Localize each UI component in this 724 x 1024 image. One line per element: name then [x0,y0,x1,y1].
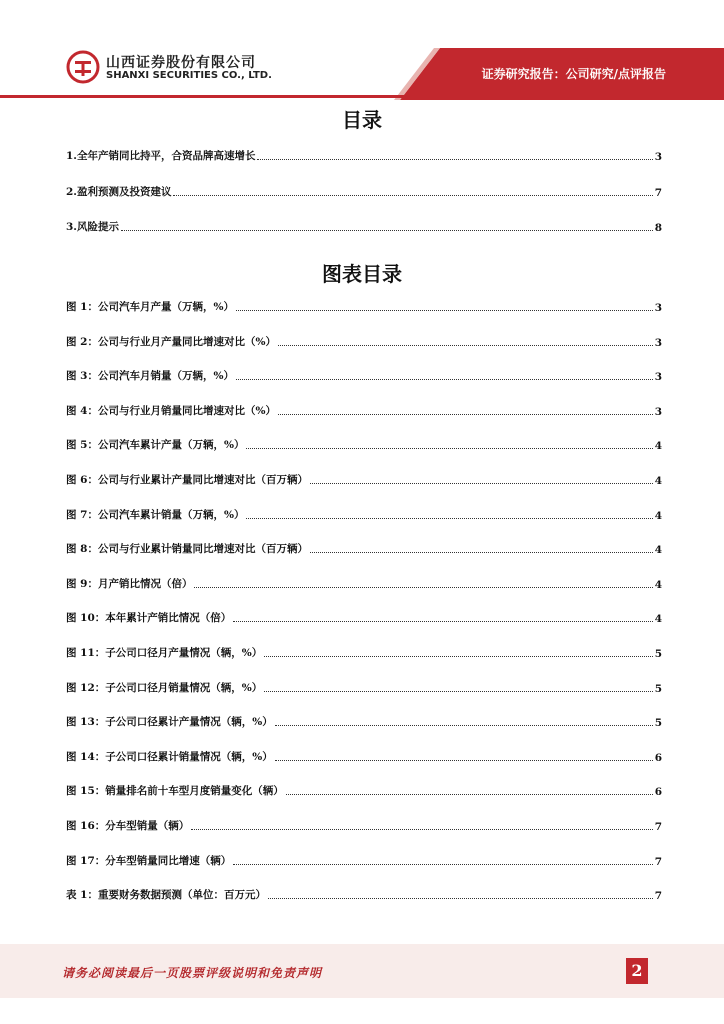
dot-leader [236,309,653,311]
figure-entry-label: 图 12：子公司口径月销量情况（辆，%） [66,681,263,694]
footer-disclaimer: 请务必阅读最后一页股票评级说明和免责声明 [62,966,323,980]
page-footer [0,944,724,998]
figure-entry-label: 图 15：销量排名前十车型月度销量变化（辆） [66,785,284,798]
figure-entry-page: 4 [654,440,662,453]
figure-entry[interactable] [66,681,662,695]
figure-entry-page: 4 [654,613,662,626]
figure-entry-label: 图 4：公司与行业月销量同比增速对比（%） [66,404,276,417]
figure-entry-label: 图 5：公司汽车累计产量（万辆，%） [66,439,245,452]
figure-entry-label: 图 7：公司汽车累计销量（万辆，%） [66,508,245,521]
dot-leader [264,655,652,657]
figure-entry-page: 4 [654,475,662,487]
figure-entry-label: 图 11：子公司口径月产量情况（辆，%） [66,647,263,659]
figure-entry-page: 3 [654,405,662,418]
figure-entry[interactable] [66,784,662,798]
toc-entry[interactable] [66,185,662,199]
figure-entry-page: 7 [654,890,662,903]
figure-entry[interactable] [66,646,662,660]
dot-leader [246,447,652,449]
dot-leader [121,229,653,231]
dot-leader [173,194,652,196]
figure-entry-page: 6 [654,751,662,764]
figure-entry-label: 图 10：本年累计产销比情况（倍） [66,612,232,625]
figure-entry[interactable] [66,854,662,868]
header-banner [0,0,724,100]
dot-leader [286,793,653,795]
toc-entry-label: 1.全年产销同比持平，合资品牌高速增长 [66,150,256,162]
figure-entry-label: 图 3：公司汽车月销量（万辆，%） [66,370,234,383]
dot-leader [236,378,653,380]
figure-entry-label: 图 9：月产销比情况（倍） [66,577,193,590]
company-name-cn: 山西证券股份有限公司 [106,55,256,71]
figure-entry-label: 图 14：子公司口径累计销量情况（辆，%） [66,750,273,763]
dot-leader [257,158,652,160]
figure-entry-page: 4 [654,509,662,522]
dot-leader [310,551,653,553]
dot-leader [233,863,652,865]
figure-entry[interactable] [66,300,662,314]
toc-entry-label: 2.盈利预测及投资建议 [66,186,172,198]
figures-title: 图表目录 [322,262,402,286]
toc-entry[interactable] [66,220,662,234]
figure-entry[interactable] [66,438,662,452]
figure-entry-page: 5 [654,717,662,730]
company-name-en: SHANXI SECURITIES CO., LTD. [106,70,272,81]
figure-entry-page: 6 [654,786,662,799]
figure-entry-page: 7 [654,821,662,833]
toc-entry-page: 3 [654,151,662,163]
company-logo-icon [66,50,100,84]
figure-entry-page: 3 [654,302,662,314]
figure-entry[interactable] [66,611,662,625]
dot-leader [310,482,653,484]
figure-entry-page: 4 [654,578,662,591]
figure-entry-label: 图 17：分车型销量同比增速（辆） [66,854,232,867]
figure-entry-label: 图 6：公司与行业累计产量同比增速对比（百万辆） [66,474,308,486]
page-header [0,0,724,100]
dot-leader [264,690,652,692]
toc-entry-label: 3.风险提示 [66,221,119,233]
figure-entry[interactable] [66,335,662,349]
figure-entry[interactable] [66,715,662,729]
figure-entry-label: 图 1：公司汽车月产量（万辆，%） [66,301,234,313]
figure-entry[interactable] [66,819,662,833]
dot-leader [246,517,652,519]
figure-entry-page: 7 [654,855,662,868]
toc-entry[interactable] [66,149,662,163]
dot-leader [278,413,653,415]
dot-leader [268,897,653,899]
figure-entry-page: 3 [654,371,662,384]
figure-entry-page: 4 [654,544,662,557]
figure-entry-label: 图 2：公司与行业月产量同比增速对比（%） [66,335,276,348]
figure-entry[interactable] [66,369,662,383]
dot-leader [194,586,652,588]
report-type: 证券研究报告：公司研究/点评报告 [481,67,666,81]
toc-entry-page: 7 [654,187,662,199]
figure-entry-label: 图 16：分车型销量（辆） [66,820,190,832]
figure-entry[interactable] [66,508,662,522]
figure-entry-label: 图 8：公司与行业累计销量同比增速对比（百万辆） [66,543,308,556]
figure-entry[interactable] [66,577,662,591]
dot-leader [278,344,653,346]
figure-entry[interactable] [66,542,662,556]
toc-title: 目录 [342,108,382,132]
figure-entry-label: 表 1：重要财务数据预测（单位：百万元） [66,889,266,902]
figure-entry-page: 5 [654,648,662,660]
figure-entry[interactable] [66,888,662,902]
figure-entry[interactable] [66,404,662,418]
toc-entry-page: 8 [654,222,662,234]
figure-entry[interactable] [66,750,662,764]
figure-entry[interactable] [66,473,662,487]
page-number: 2 [626,958,648,984]
figure-entry-page: 5 [654,682,662,695]
dot-leader [191,828,652,830]
dot-leader [275,724,653,726]
figure-entry-label: 图 13：子公司口径累计产量情况（辆，%） [66,716,273,729]
dot-leader [275,759,653,761]
dot-leader [233,620,652,622]
figure-entry-page: 3 [654,336,662,349]
